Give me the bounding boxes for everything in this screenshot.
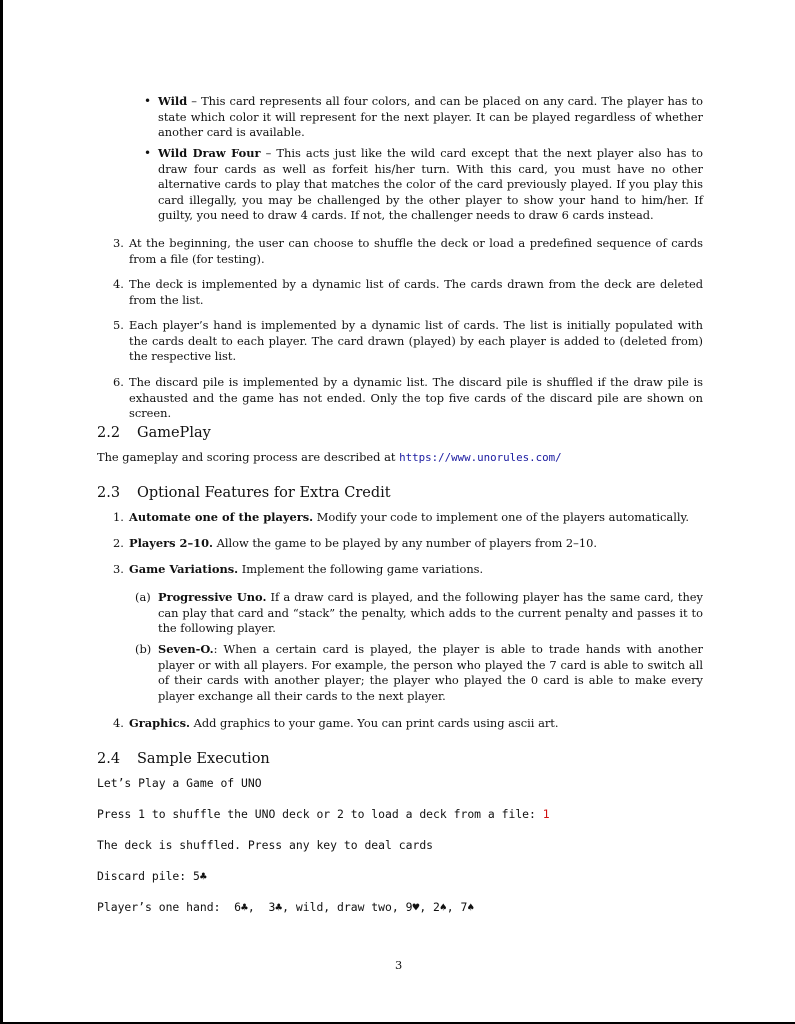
page-left-border	[0, 0, 3, 1024]
wild-draw-four-item: Wild Draw Four – This acts just like the wild card except that the next player also has to draw four cards as well as forfeit his/her turn. With this card, you must have no other alternative cards to play that matches the color of the card previously played. If you play this card illegally, you may be challenged by the other player to show your hand to him/her. If guilty, you need to draw 4 cards. If not, the challenger needs to draw 6 cards instead.	[158, 146, 703, 223]
console-line: Discard pile: 5♣	[97, 869, 207, 883]
section-heading-sample-execution: 2.4 Sample Execution	[97, 751, 270, 767]
list-number: 2.	[113, 536, 124, 550]
bullet-icon: •	[144, 94, 152, 108]
list-number: 6.	[113, 375, 124, 389]
console-user-input: 1	[542, 807, 550, 821]
unorules-link[interactable]: https://www.unorules.com/	[399, 451, 562, 464]
list-item: The deck is implemented by a dynamic list of cards. The cards drawn from the deck are deleted from the list.	[129, 277, 703, 307]
list-item: Graphics. Add graphics to your game. You can print cards using ascii art.	[129, 716, 559, 730]
console-line: The deck is shuffled. Press any key to deal cards	[97, 838, 434, 852]
list-item: Players 2–10. Allow the game to be played by any number of players from 2–10.	[129, 536, 597, 550]
bullet-icon: •	[144, 146, 152, 160]
sub-list-number: (a)	[135, 590, 151, 604]
console-line: Player’s one hand: 6♣, 3♣, wild, draw two, 9♥, 2♠, 7♠	[97, 900, 475, 914]
list-number: 3.	[113, 562, 124, 576]
list-number: 3.	[113, 236, 124, 250]
list-item: Automate one of the players. Modify your code to implement one of the players automatically.	[129, 510, 690, 524]
list-number: 4.	[113, 277, 124, 291]
list-number: 5.	[113, 318, 124, 332]
gameplay-paragraph: The gameplay and scoring process are described at https://www.unorules.com/	[97, 450, 562, 464]
list-number: 1.	[113, 510, 124, 524]
page-number: 3	[395, 958, 403, 972]
sub-list-item: Seven-O.: When a certain card is played, the player is able to trade hands with another player or with all players. For example, the person who played the 7 card is able to switch all of their cards with another player; the player who played the 0 card is able to make every player exchange all their cards to the next player.	[158, 642, 703, 703]
list-item: Game Variations. Implement the following game variations.	[129, 562, 484, 576]
sub-list-number: (b)	[135, 642, 152, 656]
list-item: Each player’s hand is implemented by a dynamic list of cards. The list is initially populated with the cards dealt to each player. The card drawn (played) by each player is added to (deleted from) the respective list.	[129, 318, 703, 364]
list-number: 4.	[113, 716, 124, 730]
console-line: Press 1 to shuffle the UNO deck or 2 to load a deck from a file: 1	[97, 807, 550, 821]
sub-list-item: Progressive Uno. If a draw card is played, and the following player has the same card, they can play that card and “stack” the penalty, which adds to the current penalty and passes it to the following player.	[158, 590, 703, 636]
console-line: Let’s Play a Game of UNO	[97, 776, 262, 790]
wild-item: Wild – This card represents all four colors, and can be placed on any card. The player has to state which color it will represent for the next player. It can be played regardless of whether another card is available.	[158, 94, 703, 140]
section-heading-optional-features: 2.3 Optional Features for Extra Credit	[97, 485, 391, 501]
section-heading-gameplay: 2.2 GamePlay	[97, 425, 211, 441]
list-item: At the beginning, the user can choose to shuffle the deck or load a predefined sequence of cards from a file (for testing).	[129, 236, 703, 266]
list-item: The discard pile is implemented by a dynamic list. The discard pile is shuffled if the draw pile is exhausted and the game has not ended. Only the top five cards of the discard pile are shown on screen.	[129, 375, 703, 421]
